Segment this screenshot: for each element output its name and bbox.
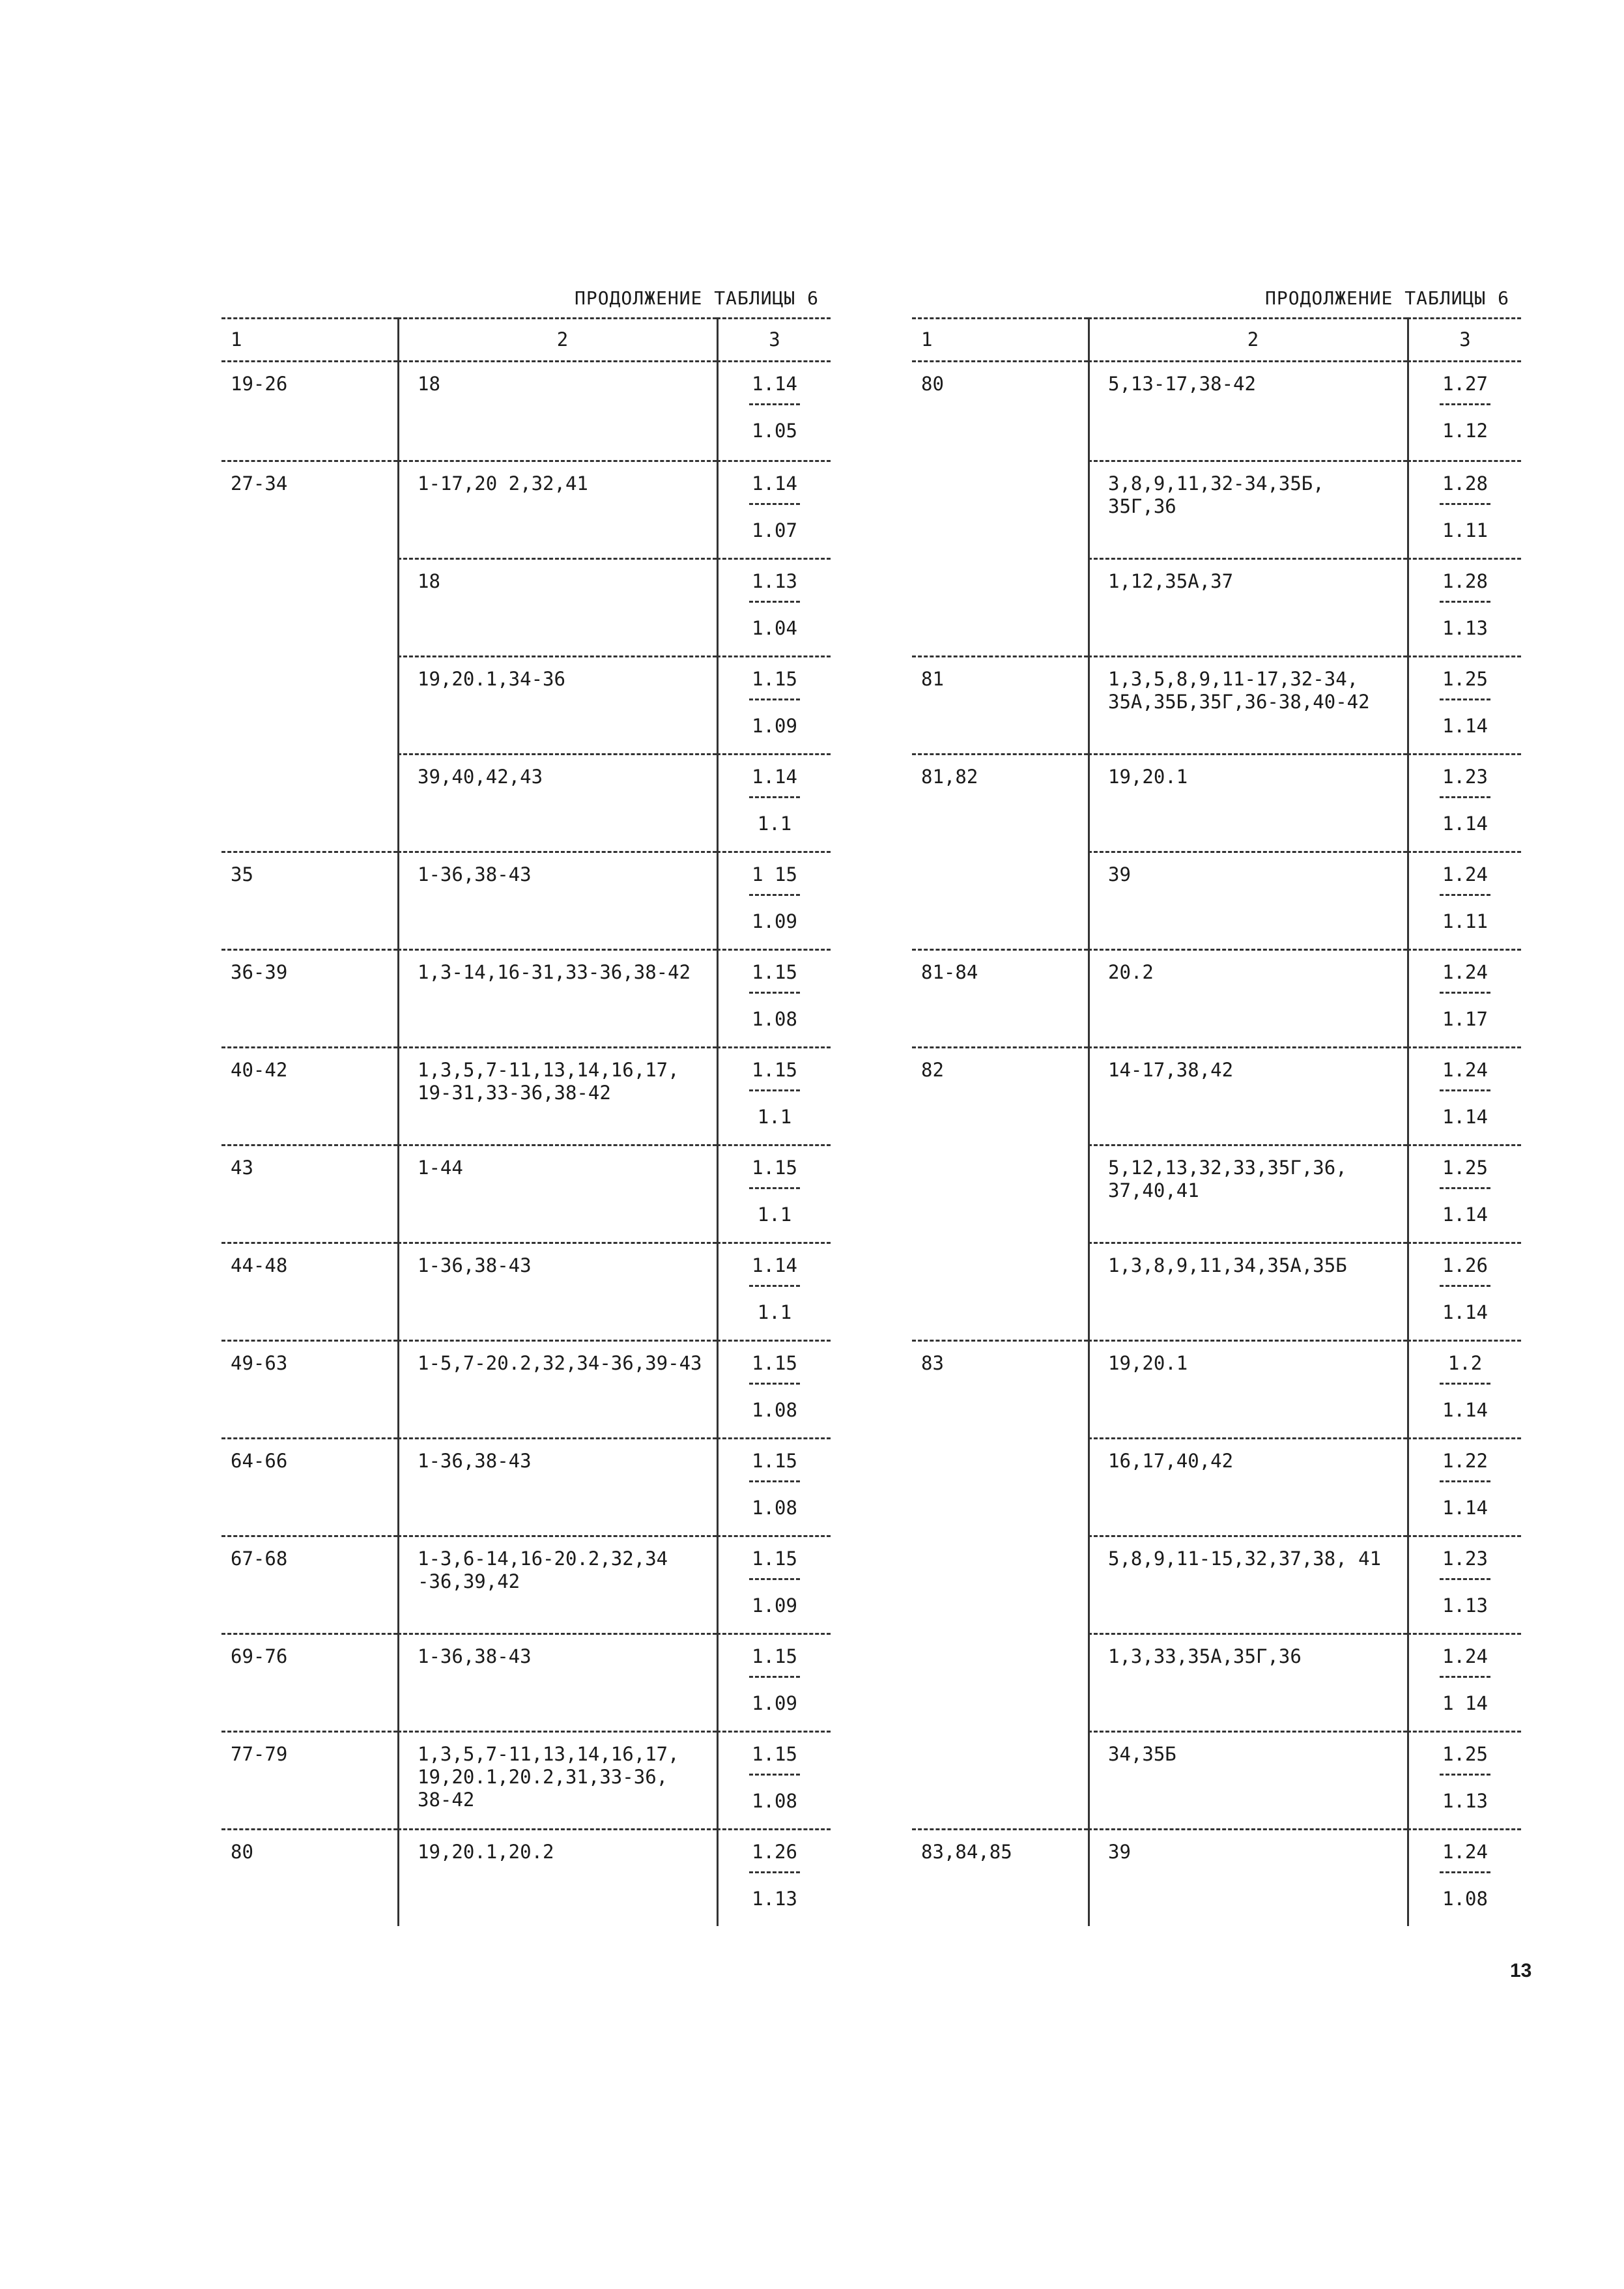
fraction-value [1418,1352,1512,1422]
cell-col2: 39 [1088,851,1407,949]
cell-col2: 16,17,40,42 [1088,1437,1407,1535]
denominator: 1.08 [752,1008,797,1030]
fraction-value [1418,1645,1512,1715]
denominator: 1.07 [752,519,797,541]
cell-col2: 18 [397,558,717,655]
numerator: 1.15 [752,1645,797,1667]
fraction-value [1418,373,1512,442]
table-left [221,287,831,1926]
fraction-value [728,1254,821,1324]
fraction-value [1418,766,1512,835]
cell-col2: 19,20.1 [1088,753,1407,851]
numerator: 1.14 [752,373,797,395]
denominator: 1.13 [1442,1594,1488,1617]
cell-col3 [717,1633,831,1731]
cell-col1 [221,655,397,753]
fraction-bar [1440,1089,1490,1091]
cell-col3 [717,362,831,460]
cell-col2: 19,20.1,34-36 [397,655,717,753]
cell-col2: 1,3,33,35А,35Г,36 [1088,1633,1407,1731]
cell-col3 [1407,1144,1521,1242]
cell-col3 [1407,949,1521,1046]
denominator: 1.09 [752,715,797,737]
fraction-value [728,1059,821,1129]
numerator: 1.24 [1442,961,1488,983]
fraction-value [1418,1841,1512,1910]
numerator: 1.2 [1447,1352,1483,1374]
cell-col3 [717,1144,831,1242]
numerator: 1.15 [752,1157,797,1179]
fraction-bar [1440,1187,1490,1189]
fraction-bar [749,1578,800,1580]
fraction-value [728,570,821,640]
numerator: 1.13 [752,570,797,592]
fraction-value [728,1743,821,1813]
cell-col1: 40-42 [221,1046,397,1144]
cell-col3 [1407,460,1521,558]
cell-col1: 19-26 [231,373,288,395]
cell-col2: 5,8,9,11-15,32,37,38, 41 [1088,1535,1407,1633]
cell-col1 [912,460,1088,558]
denominator: 1.1 [757,1106,792,1128]
fraction-value [728,766,821,835]
cell-col2: 5,13-17,38-42 [1088,362,1407,460]
fraction-value [1418,570,1512,640]
numerator: 1.28 [1442,472,1488,495]
fraction-value [1418,1254,1512,1324]
fraction-bar [1440,894,1490,896]
denominator: 1.14 [1442,1203,1488,1226]
cell-col3 [1407,851,1521,949]
cell-col2: 39,40,42,43 [397,753,717,851]
cell-col3 [717,460,831,558]
fraction-value [1418,668,1512,738]
cell-col1 [912,558,1088,655]
cell-col1: 67-68 [221,1535,397,1633]
cell-col1: 82 [912,1046,1088,1144]
numerator: 1.27 [1442,373,1488,395]
cell-col2: 1,3,5,7-11,13,14,16,17, 19,20.1,20.2,31,33-36, 38-42 [397,1731,717,1828]
cell-col2: 5,12,13,32,33,35Г,36, 37,40,41 [1088,1144,1407,1242]
denominator: 1.04 [752,617,797,639]
cell-col3 [717,949,831,1046]
column-header: 3 [1407,317,1521,362]
cell-col1: 35 [221,851,397,949]
cell-col2: 20.2 [1088,949,1407,1046]
cell-col2: 39 [1088,1828,1407,1926]
denominator: 1.14 [1442,1301,1488,1323]
cell-col3 [1407,1828,1521,1926]
column-header: 2 [1088,317,1407,362]
denominator: 1.12 [1442,420,1488,442]
fraction-bar [749,894,800,896]
cell-col2: 1,12,35А,37 [1088,558,1407,655]
table-grid [912,317,1521,362]
fraction-bar [749,796,800,798]
cell-col1: 43 [221,1144,397,1242]
cell-col1: 69-76 [221,1633,397,1731]
cell-col2: 1-36,38-43 [397,851,717,949]
denominator: 1.17 [1442,1008,1488,1030]
denominator: 1.09 [752,1692,797,1714]
cell-col3 [1407,753,1521,851]
cell-col2: 1-36,38-43 [397,1242,717,1340]
cell-col1 [912,1437,1088,1535]
fraction-bar [749,992,800,994]
cell-col3 [717,1828,831,1926]
cell-col3 [717,753,831,851]
cell-col3 [717,1731,831,1828]
cell-col2: 1,3-14,16-31,33-36,38-42 [397,949,717,1046]
cell-col3 [1407,1046,1521,1144]
cell-col1: 80 [221,1828,397,1926]
numerator: 1.14 [752,766,797,788]
denominator: 1.08 [752,1399,797,1421]
column-header: 1 [221,317,397,362]
cell-col1 [912,851,1088,949]
fraction-value [728,472,821,542]
table-body [912,362,1521,1926]
cell-col3 [1407,1437,1521,1535]
cell-col1 [912,1144,1088,1242]
numerator: 1.15 [752,1352,797,1374]
cell-col3 [717,1535,831,1633]
cell-col2: 1-36,38-43 [397,1633,717,1731]
fraction-value [1418,1548,1512,1617]
cell-col1 [912,1731,1088,1828]
fraction-value [1418,1157,1512,1226]
fraction-value [728,1645,821,1715]
table-grid [221,317,831,362]
numerator: 1.15 [752,668,797,690]
cell-col2: 1,3,5,8,9,11-17,32-34, 35А,35Б,35Г,36-38,40-42 [1088,655,1407,753]
cell-col1 [912,1633,1088,1731]
fraction-value [728,1841,821,1910]
denominator: 1 14 [1442,1692,1488,1714]
numerator: 1.14 [752,472,797,495]
cell-col1: 64-66 [221,1437,397,1535]
cell-col2: 1,3,8,9,11,34,35А,35Б [1088,1242,1407,1340]
cell-col3 [717,655,831,753]
numerator: 1.15 [752,1450,797,1472]
numerator: 1.14 [752,1254,797,1276]
cell-col3 [717,1437,831,1535]
cell-col1: 81-84 [912,949,1088,1046]
fraction-value [728,668,821,738]
fraction-value [1418,1450,1512,1519]
fraction-value [728,1548,821,1617]
fraction-value [728,373,821,442]
cell-col1: 81,82 [912,753,1088,851]
denominator: 1.14 [1442,1497,1488,1519]
cell-col3 [1407,1242,1521,1340]
cell-col1 [221,753,397,851]
numerator: 1.25 [1442,668,1488,690]
cell-col3 [717,1340,831,1437]
numerator: 1.22 [1442,1450,1488,1472]
denominator: 1.13 [1442,617,1488,639]
fraction-bar [749,403,800,405]
cell-col3 [1407,1633,1521,1731]
fraction-value [728,961,821,1031]
denominator: 1.08 [1442,1888,1488,1910]
numerator: 1.26 [1442,1254,1488,1276]
fraction-value [728,1352,821,1422]
fraction-bar [1440,403,1490,405]
page-number: 13 [1510,1960,1532,1981]
denominator: 1.09 [752,1594,797,1617]
fraction-value [1418,1743,1512,1813]
fraction-bar [749,1480,800,1482]
table-caption: ПРОДОЛЖЕНИЕ ТАБЛИЦЫ 6 [1264,287,1509,309]
fraction-bar [749,601,800,603]
numerator: 1.23 [1442,1548,1488,1570]
fraction-value [728,1157,821,1226]
cell-col1: 83,84,85 [912,1828,1088,1926]
fraction-bar [1440,992,1490,994]
fraction-bar [1440,1285,1490,1287]
numerator: 1.15 [752,1548,797,1570]
fraction-bar [749,1285,800,1287]
numerator: 1.25 [1442,1157,1488,1179]
cell-col1: 27-34 [221,460,397,558]
numerator: 1.15 [752,1743,797,1765]
table-caption: ПРОДОЛЖЕНИЕ ТАБЛИЦЫ 6 [574,287,819,309]
denominator: 1.14 [1442,1399,1488,1421]
denominator: 1.09 [752,910,797,932]
fraction-value [728,1450,821,1519]
denominator: 1.13 [1442,1790,1488,1812]
fraction-value [1418,472,1512,542]
cell-col1: 49-63 [221,1340,397,1437]
fraction-bar [749,1871,800,1873]
cell-col2: 34,35Б [1088,1731,1407,1828]
cell-col1: 83 [912,1340,1088,1437]
cell-col3 [717,1046,831,1144]
numerator: 1.26 [752,1841,797,1863]
numerator: 1.24 [1442,863,1488,885]
fraction-bar [749,1774,800,1776]
cell-col3 [1407,1340,1521,1437]
fraction-bar [749,1676,800,1678]
fraction-bar [749,1089,800,1091]
fraction-bar [749,503,800,505]
fraction-bar [749,1383,800,1385]
numerator: 1.15 [752,961,797,983]
cell-col3 [717,851,831,949]
numerator: 1.28 [1442,570,1488,592]
denominator: 1.08 [752,1790,797,1812]
fraction-bar [1440,1480,1490,1482]
cell-col3 [1407,558,1521,655]
column-header: 1 [912,317,1088,362]
denominator: 1.1 [757,1203,792,1226]
cell-col3 [1407,1535,1521,1633]
table-body [221,362,831,1926]
denominator: 1.1 [757,1301,792,1323]
numerator: 1.24 [1442,1059,1488,1081]
fraction-bar [1440,1578,1490,1580]
fraction-value [1418,863,1512,933]
denominator: 1.08 [752,1497,797,1519]
cell-col3 [1407,362,1521,460]
numerator: 1.25 [1442,1743,1488,1765]
cell-col1 [221,558,397,655]
cell-col1: 44-48 [221,1242,397,1340]
cell-col2: 3,8,9,11,32-34,35Б, 35Г,36 [1088,460,1407,558]
fraction-bar [1440,1774,1490,1776]
fraction-bar [1440,796,1490,798]
cell-col1: 36-39 [221,949,397,1046]
cell-col2: 1-36,38-43 [397,1437,717,1535]
fraction-bar [1440,1871,1490,1873]
column-header: 2 [397,317,717,362]
cell-col3 [717,558,831,655]
denominator: 1.14 [1442,813,1488,835]
table-right [912,287,1521,1926]
denominator: 1.1 [757,813,792,835]
fraction-value [1418,1059,1512,1129]
denominator: 1.11 [1442,519,1488,541]
cell-col2: 1,3,5,7-11,13,14,16,17, 19-31,33-36,38-42 [397,1046,717,1144]
cell-col3 [1407,1731,1521,1828]
cell-col2: 1-44 [397,1144,717,1242]
cell-col2: 1-5,7-20.2,32,34-36,39-43 [397,1340,717,1437]
fraction-value [728,863,821,933]
numerator: 1.23 [1442,766,1488,788]
numerator: 1.24 [1442,1841,1488,1863]
fraction-bar [1440,698,1490,700]
fraction-bar [1440,503,1490,505]
denominator: 1.05 [752,420,797,442]
cell-col2: 19,20.1 [1088,1340,1407,1437]
fraction-bar [749,1187,800,1189]
numerator: 1.24 [1442,1645,1488,1667]
cell-col1 [912,1535,1088,1633]
cell-col1: 77-79 [221,1731,397,1828]
cell-col1: 80 [921,373,944,395]
denominator: 1.11 [1442,910,1488,932]
cell-col1 [912,1242,1088,1340]
cell-col2: 1-17,20 2,32,41 [397,460,717,558]
fraction-bar [1440,1676,1490,1678]
fraction-value [1418,961,1512,1031]
cell-col3 [1407,655,1521,753]
fraction-bar [749,698,800,700]
numerator: 1.15 [752,1059,797,1081]
fraction-bar [1440,1383,1490,1385]
denominator: 1.13 [752,1888,797,1910]
column-header: 3 [717,317,831,362]
denominator: 1.14 [1442,1106,1488,1128]
cell-col2: 14-17,38,42 [1088,1046,1407,1144]
denominator: 1.14 [1442,715,1488,737]
cell-col3 [717,1242,831,1340]
fraction-bar [1440,601,1490,603]
cell-col2: 18 [397,362,717,460]
cell-col1: 81 [912,655,1088,753]
numerator: 1 15 [752,863,797,885]
cell-col2: 19,20.1,20.2 [397,1828,717,1926]
cell-col2: 1-3,6-14,16-20.2,32,34 -36,39,42 [397,1535,717,1633]
